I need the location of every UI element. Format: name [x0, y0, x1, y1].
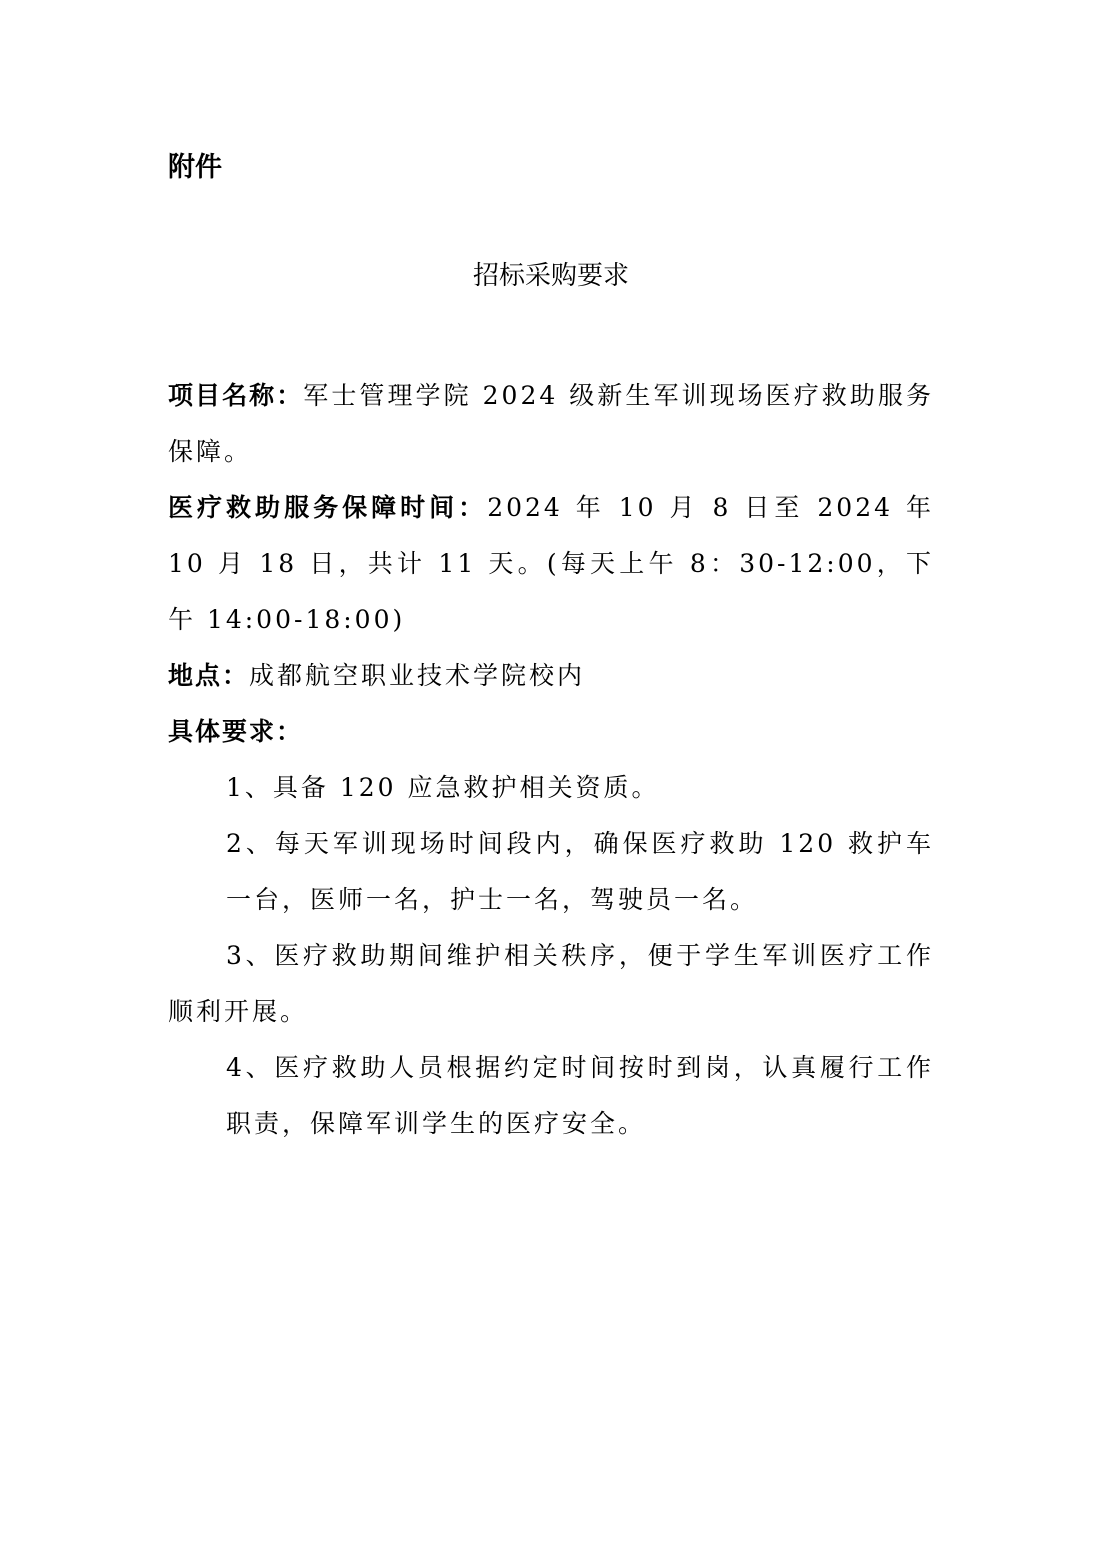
document-title: 招标采购要求 — [472, 261, 629, 291]
requirement-item: 4、医疗救助人员根据约定时间按时到岗，认真履行工作职责，保障军训学生的医疗安全。 — [226, 1053, 934, 1138]
project-name-label: 项目名称： — [168, 381, 304, 410]
requirements-heading — [168, 704, 934, 760]
document-body — [168, 368, 934, 1152]
project-name-paragraph — [168, 368, 934, 480]
requirement-item: 2、每天军训现场时间段内，确保医疗救助 120 救护车一台，医师一名，护士一名，驾驶员一名。 — [226, 829, 934, 914]
project-name-value: 军士管理学院 2024 级新生军训现场医疗救助服务保障。 — [168, 381, 934, 466]
service-time-paragraph — [168, 480, 934, 648]
requirement-item: 3、医疗救助期间维护相关秩序，便于学生军训医疗工作顺利开展。 — [168, 941, 934, 1026]
location-paragraph — [168, 648, 934, 704]
location-label: 地点： — [168, 661, 250, 690]
service-time-value: 2024 年 10 月 8 日至 2024 年 10 月 18 日，共计 11 天。(每天上午 8：30-12:00，下午 14:00-18:00) — [168, 493, 934, 634]
service-time-label: 医疗救助服务保障时间： — [168, 493, 488, 522]
requirements-label: 具体要求： — [168, 717, 304, 746]
location-value: 成都航空职业技术学院校内 — [249, 661, 586, 690]
attachment-label: 附件 — [168, 152, 222, 183]
requirement-item: 1、具备 120 应急救护相关资质。 — [226, 773, 660, 802]
